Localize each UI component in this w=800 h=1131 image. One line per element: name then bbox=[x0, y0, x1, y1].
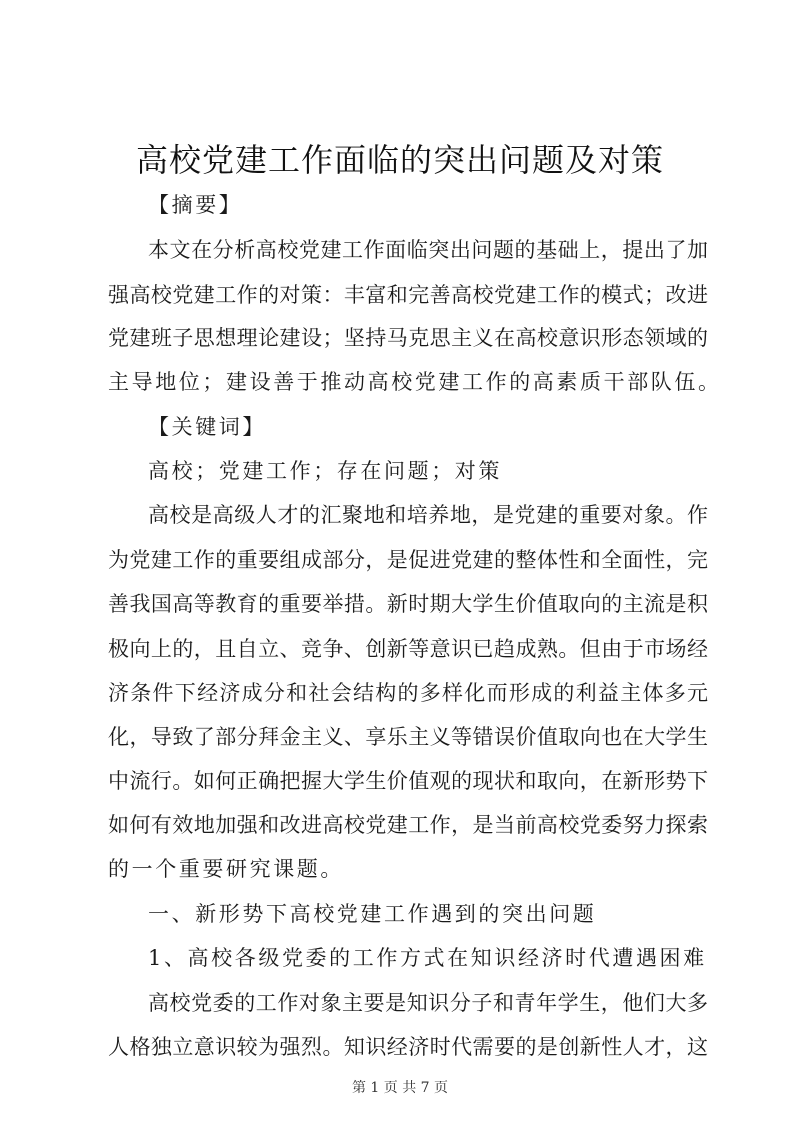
section-heading: 一、新形势下高校党建工作遇到的突出问题 bbox=[148, 902, 597, 926]
subsection-heading: 1、高校各级党委的工作方式在知识经济时代遭遇困难 bbox=[148, 946, 707, 970]
document-title: 高校党建工作面临的突出问题及对策 bbox=[135, 141, 664, 179]
intro-line: 善我国高等教育的重要举措。新时期大学生价值取向的主流是积 bbox=[108, 592, 708, 616]
body-line: 高校党委的工作对象主要是知识分子和青年学生，他们大多 bbox=[148, 991, 708, 1015]
intro-line: 如何有效地加强和改进高校党建工作，是当前高校党委努力探索 bbox=[108, 813, 708, 837]
intro-line: 高校是高级人才的汇聚地和培养地，是党建的重要对象。作 bbox=[148, 503, 708, 527]
intro-line: 的一个重要研究课题。 bbox=[108, 857, 344, 881]
abstract-heading: 【摘要】 bbox=[148, 193, 243, 217]
abstract-line: 本文在分析高校党建工作面临突出问题的基础上，提出了加 bbox=[148, 238, 708, 262]
intro-line: 为党建工作的重要组成部分，是促进党建的整体性和全面性，完 bbox=[108, 548, 708, 572]
intro-line: 中流行。如何正确把握大学生价值观的现状和取向，在新形势下 bbox=[108, 769, 708, 793]
body-line: 人格独立意识较为强烈。知识经济时代需要的是创新性人才，这 bbox=[108, 1035, 708, 1059]
intro-line: 化，导致了部分拜金主义、享乐主义等错误价值取向也在大学生 bbox=[108, 725, 708, 749]
keywords-heading: 【关键词】 bbox=[148, 415, 266, 439]
intro-line: 济条件下经济成分和社会结构的多样化而形成的利益主体多元 bbox=[108, 681, 708, 705]
abstract-line: 强高校党建工作的对策：丰富和完善高校党建工作的模式；改进 bbox=[108, 283, 708, 307]
abstract-line: 主导地位；建设善于推动高校党建工作的高素质干部队伍。 bbox=[108, 370, 722, 394]
intro-line: 极向上的，且自立、竞争、创新等意识已趋成熟。但由于市场经 bbox=[108, 637, 708, 661]
abstract-line: 党建班子思想理论建设；坚持马克思主义在高校意识形态领域的 bbox=[108, 326, 708, 350]
page-indicator: 第 1 页 共 7 页 bbox=[351, 1080, 449, 1096]
keywords-text: 高校；党建工作；存在问题；对策 bbox=[148, 459, 502, 483]
